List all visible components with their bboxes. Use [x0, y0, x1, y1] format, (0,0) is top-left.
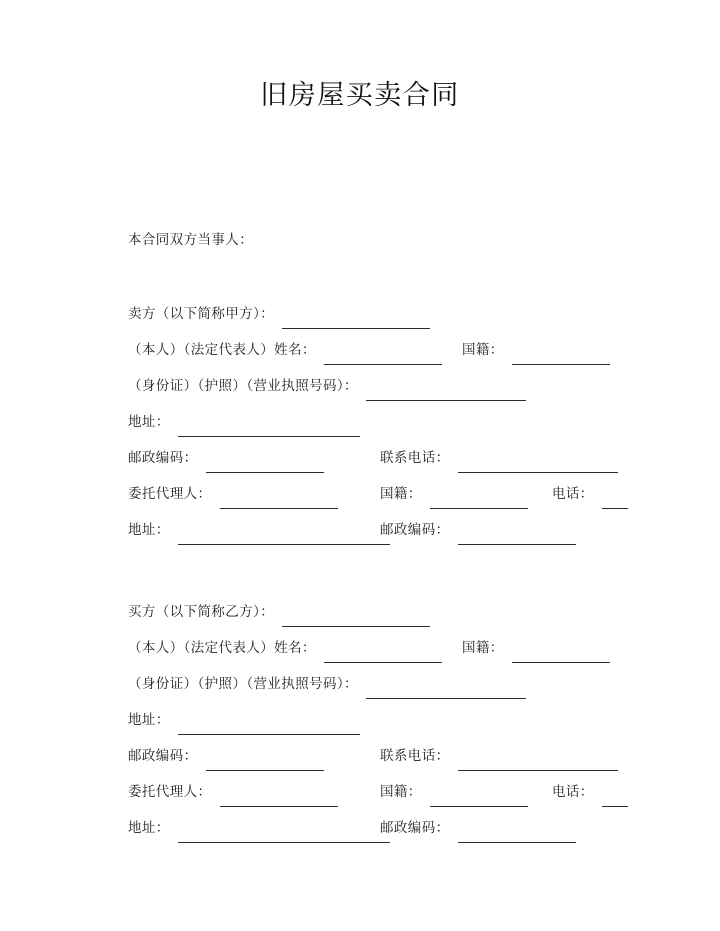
buyer-agent-field[interactable]: [220, 791, 338, 807]
seller-postcode-label: 邮政编码：: [128, 450, 198, 465]
seller-agent-nationality-label: 国籍：: [380, 486, 422, 501]
seller-heading-label: 卖方（以下简称甲方）：: [128, 306, 275, 321]
seller-address-line: [128, 404, 688, 440]
seller-id-field[interactable]: [366, 385, 526, 401]
seller-name-line: [128, 332, 688, 368]
seller-phone-group: [380, 440, 620, 476]
buyer-id-field[interactable]: [366, 683, 526, 699]
seller-postcode-field[interactable]: [206, 457, 324, 473]
seller-person-name-label: （本人）（法定代表人）姓名：: [128, 342, 316, 357]
seller-id-label: （身份证）（护照）（营业执照号码）：: [128, 378, 358, 393]
buyer-agent-nationality-group: [380, 774, 530, 810]
buyer-id-line: [128, 666, 688, 702]
seller-agent-address-line: [128, 512, 688, 548]
buyer-phone-group: [380, 738, 620, 774]
buyer-agent-phone-field[interactable]: [602, 791, 628, 807]
document-body: [128, 222, 688, 846]
buyer-agent-line: [128, 774, 688, 810]
seller-address-label: 地址：: [128, 414, 170, 429]
seller-nationality-field[interactable]: [512, 349, 610, 365]
buyer-name-line: [128, 630, 688, 666]
seller-agent-phone-label: 电话：: [552, 486, 594, 501]
buyer-person-name-field[interactable]: [324, 647, 442, 663]
buyer-phone-field[interactable]: [458, 755, 618, 771]
seller-agent-address-field[interactable]: [178, 529, 390, 545]
seller-heading-line: [128, 296, 688, 332]
buyer-agent-nationality-field[interactable]: [430, 791, 528, 807]
buyer-id-label: （身份证）（护照）（营业执照号码）：: [128, 676, 358, 691]
seller-person-name-field[interactable]: [324, 349, 442, 365]
seller-agent-nationality-field[interactable]: [430, 493, 528, 509]
buyer-address-line: [128, 702, 688, 738]
buyer-postcode-label: 邮政编码：: [128, 748, 198, 763]
buyer-address-label: 地址：: [128, 712, 170, 727]
buyer-agent-phone-group: [552, 774, 630, 810]
section-spacer: [128, 548, 688, 594]
buyer-agent-postcode-field[interactable]: [458, 827, 576, 843]
seller-agent-phone-group: [552, 476, 630, 512]
buyer-agent-postcode-group: [380, 810, 578, 846]
buyer-address-field[interactable]: [178, 719, 360, 735]
buyer-agent-address-field[interactable]: [178, 827, 390, 843]
seller-agent-field[interactable]: [220, 493, 338, 509]
buyer-agent-nationality-label: 国籍：: [380, 784, 422, 799]
buyer-heading-line: [128, 594, 688, 630]
seller-agent-phone-field[interactable]: [602, 493, 628, 509]
seller-agent-postcode-field[interactable]: [458, 529, 576, 545]
seller-agent-label: 委托代理人：: [128, 486, 212, 501]
buyer-nationality-group: [462, 630, 612, 666]
buyer-person-name-label: （本人）（法定代表人）姓名：: [128, 640, 316, 655]
buyer-heading-label: 买方（以下简称乙方）：: [128, 604, 275, 619]
buyer-agent-postcode-label: 邮政编码：: [380, 820, 450, 835]
buyer-name-field[interactable]: [282, 611, 430, 627]
seller-nationality-group: [462, 332, 612, 368]
seller-nationality-label: 国籍：: [462, 342, 504, 357]
seller-agent-line: [128, 476, 688, 512]
seller-phone-label: 联系电话：: [380, 450, 450, 465]
seller-name-field[interactable]: [282, 313, 430, 329]
seller-agent-nationality-group: [380, 476, 530, 512]
buyer-nationality-label: 国籍：: [462, 640, 504, 655]
buyer-postcode-line: [128, 738, 688, 774]
seller-agent-address-label: 地址：: [128, 522, 170, 537]
intro-line: [128, 222, 688, 258]
seller-id-line: [128, 368, 688, 404]
intro-label: 本合同双方当事人：: [128, 232, 254, 247]
seller-agent-postcode-label: 邮政编码：: [380, 522, 450, 537]
seller-postcode-line: [128, 440, 688, 476]
buyer-agent-address-line: [128, 810, 688, 846]
seller-phone-field[interactable]: [458, 457, 618, 473]
buyer-agent-address-label: 地址：: [128, 820, 170, 835]
seller-agent-postcode-group: [380, 512, 578, 548]
document-title: 旧房屋买卖合同: [260, 80, 460, 110]
buyer-phone-label: 联系电话：: [380, 748, 450, 763]
buyer-nationality-field[interactable]: [512, 647, 610, 663]
buyer-agent-label: 委托代理人：: [128, 784, 212, 799]
seller-address-field[interactable]: [178, 421, 360, 437]
buyer-postcode-field[interactable]: [206, 755, 324, 771]
buyer-agent-phone-label: 电话：: [552, 784, 594, 799]
